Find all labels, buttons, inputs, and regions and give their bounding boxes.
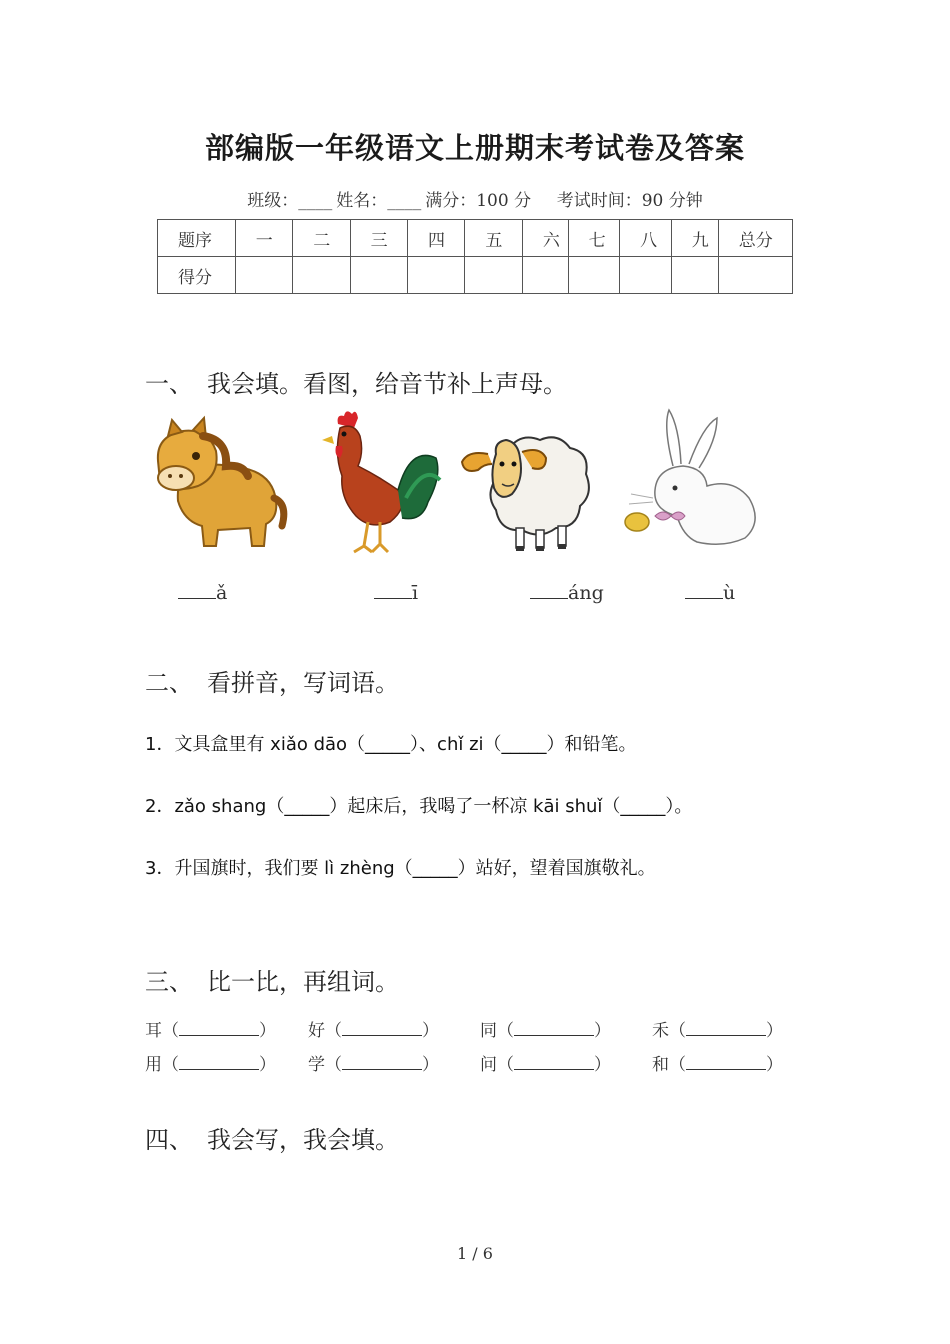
table-cell: 一 <box>235 220 292 257</box>
score-table <box>157 219 793 294</box>
section-number: 三、 <box>145 968 193 996</box>
table-cell[interactable] <box>522 257 568 294</box>
table-cell: 八 <box>620 220 672 257</box>
page-number: 1 / 6 <box>457 1244 493 1263</box>
section-1-heading <box>145 364 567 399</box>
table-cell[interactable] <box>465 257 522 294</box>
table-cell[interactable] <box>568 257 620 294</box>
section-4-heading <box>145 1120 399 1155</box>
sheep-icon <box>458 406 598 556</box>
pinyin-blank-2[interactable] <box>374 580 418 604</box>
table-cell: 三 <box>350 220 407 257</box>
pinyin-suffix: ī <box>412 582 419 604</box>
rooster-icon <box>318 406 448 556</box>
pinyin-suffix: ù <box>723 582 736 604</box>
table-cell[interactable] <box>293 257 350 294</box>
pinyin-blank-3[interactable] <box>530 580 604 604</box>
question-2: 2．zǎo shang（_____）起床后，我喝了一杯凉 kāi shuǐ（_____）。 <box>145 796 693 817</box>
compare-item[interactable]: 好（ ） <box>308 1021 439 1041</box>
table-cell[interactable] <box>408 257 465 294</box>
compare-item[interactable]: 用（ ） <box>145 1055 276 1075</box>
table-cell[interactable] <box>350 257 407 294</box>
table-cell: 六 <box>522 220 568 257</box>
table-cell: 总分 <box>719 220 793 257</box>
exam-info <box>0 186 950 211</box>
table-cell: 九 <box>671 220 719 257</box>
pinyin-blank-4[interactable] <box>685 580 735 604</box>
full-score: 满分：100 分 <box>425 191 532 211</box>
question-3: 3．升国旗时，我们要 lì zhèng（_____）站好，望着国旗敬礼。 <box>145 858 656 879</box>
compare-row-1 <box>0 1016 950 1041</box>
compare-item[interactable]: 和（ ） <box>652 1055 783 1075</box>
score-table-score-row <box>158 257 793 294</box>
class-label: 班级：____ <box>247 191 333 211</box>
compare-item[interactable]: 学（ ） <box>308 1055 439 1075</box>
pinyin-blank-1[interactable] <box>178 580 227 604</box>
section-number: 四、 <box>145 1126 193 1154</box>
table-cell[interactable] <box>620 257 672 294</box>
exam-time: 考试时间：90 分钟 <box>556 191 703 211</box>
pinyin-suffix: áng <box>568 582 604 604</box>
table-cell: 五 <box>465 220 522 257</box>
section-title: 我会写，我会填。 <box>207 1126 399 1154</box>
compare-item[interactable]: 问（ ） <box>480 1055 611 1075</box>
table-cell: 题序 <box>158 220 236 257</box>
table-cell: 二 <box>293 220 350 257</box>
section-title: 我会填。看图，给音节补上声母。 <box>207 370 567 398</box>
score-table-header-row <box>158 220 793 257</box>
question-1: 1．文具盒里有 xiǎo dāo（_____）、chǐ zi（_____）和铅笔。 <box>145 734 637 755</box>
horse-icon <box>148 406 288 556</box>
page-title: 部编版一年级语文上册期末考试卷及答案 <box>204 131 745 165</box>
compare-item[interactable]: 禾（ ） <box>652 1021 783 1041</box>
section-number: 二、 <box>145 669 193 697</box>
table-cell: 四 <box>408 220 465 257</box>
section-2-heading <box>145 663 399 698</box>
compare-item[interactable]: 耳（ ） <box>145 1021 276 1041</box>
table-cell[interactable] <box>719 257 793 294</box>
section-title: 看拼音，写词语。 <box>207 669 399 697</box>
table-cell[interactable] <box>235 257 292 294</box>
animal-pictures <box>148 406 778 556</box>
rabbit-icon <box>613 406 768 556</box>
compare-item[interactable]: 同（ ） <box>480 1021 611 1041</box>
pinyin-suffix: ǎ <box>216 582 228 604</box>
name-label: 姓名：____ <box>336 191 422 211</box>
compare-row-2 <box>0 1050 950 1075</box>
table-cell[interactable] <box>671 257 719 294</box>
table-cell: 七 <box>568 220 620 257</box>
section-title: 比一比，再组词。 <box>207 968 399 996</box>
section-3-heading <box>145 962 399 997</box>
table-cell: 得分 <box>158 257 236 294</box>
section-number: 一、 <box>145 370 193 398</box>
